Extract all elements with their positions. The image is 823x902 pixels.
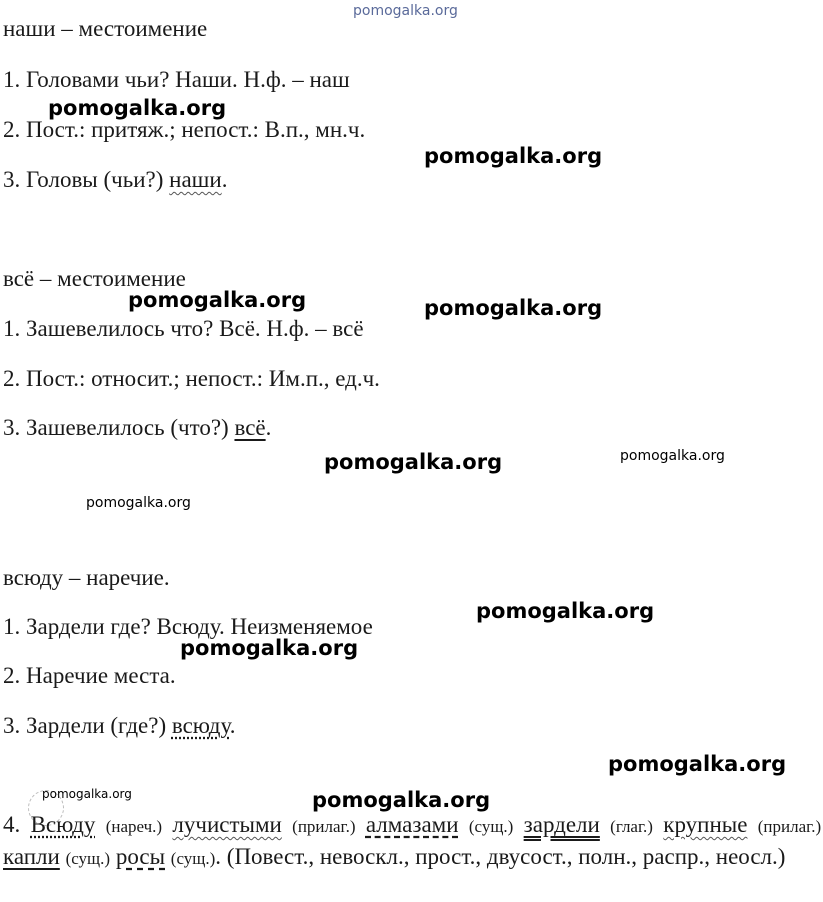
tag-6: (сущ.)	[65, 849, 111, 868]
block2-heading: всё – местоимение	[3, 266, 186, 291]
watermark: pomogalka.org	[424, 296, 603, 320]
block1-line3	[3, 166, 227, 194]
tag-2: (прилаг.)	[292, 817, 356, 836]
watermark: pomogalka.org	[476, 599, 655, 623]
tag-4: (глаг.)	[610, 817, 653, 836]
word-luchistymi: лучистыми	[172, 812, 282, 837]
tag-3: (сущ.)	[468, 817, 514, 836]
block4-tail: . (Повест., невоскл., прост., двусост., полн., распр., неосл.)	[215, 844, 786, 869]
block1-line2: 2. Пост.: притяж.; непост.: В.п., мн.ч.	[3, 117, 366, 142]
word-zardeli: зардели	[523, 812, 600, 837]
tag-1: (нареч.)	[105, 817, 163, 836]
block3-line3	[3, 712, 235, 740]
block1-line3-post: .	[221, 167, 228, 192]
block3-line3-word: всюду	[171, 713, 230, 738]
block2-line2: 2. Пост.: относит.; непост.: Им.п., ед.ч.	[3, 366, 380, 391]
block2-line1: 1. Зашевелилось что? Всё. Н.ф. – всё	[3, 316, 364, 341]
watermark: pomogalka.org	[180, 636, 359, 660]
block2-line3-word: всё	[234, 415, 266, 440]
watermark: pomogalka.org	[42, 787, 132, 801]
watermark: pomogalka.org	[324, 450, 503, 474]
watermark: pomogalka.org	[48, 96, 227, 120]
block3-heading: всюду – наречие.	[3, 565, 170, 590]
block2-line3	[3, 414, 271, 442]
word-rosy: росы	[115, 844, 166, 869]
block4-sentence	[3, 810, 821, 874]
word-almazami: алмазами	[365, 812, 459, 837]
watermark: pomogalka.org	[620, 448, 725, 464]
block1-line3-pre: 3. Головы (чьи?)	[3, 167, 170, 192]
block2-line3-post: .	[265, 415, 272, 440]
word-krupnye: крупные	[663, 812, 748, 837]
block3-line1: 1. Зардели где? Всюду. Неизменяемое	[3, 614, 373, 639]
watermark: pomogalka.org	[424, 144, 603, 168]
watermark: pomogalka.org	[312, 788, 491, 812]
tag-5: (прилаг.)	[757, 817, 822, 836]
watermark: pomogalka.org	[86, 495, 191, 511]
block4-num: 4.	[3, 812, 31, 837]
word-vsyudu: Всюду	[30, 812, 96, 837]
block3-line2: 2. Наречие места.	[3, 663, 176, 688]
block1-line1: 1. Головами чьи? Наши. Н.ф. – наш	[3, 67, 350, 92]
block1-line3-word: наши	[169, 167, 222, 192]
block3-line3-post: .	[229, 713, 236, 738]
word-kapli: капли	[3, 844, 60, 869]
watermark: pomogalka.org	[128, 288, 307, 312]
watermark-top: pomogalka.org	[353, 3, 458, 19]
block2-line3-pre: 3. Зашевелилось (что?)	[3, 415, 235, 440]
block3-line3-pre: 3. Зардели (где?)	[3, 713, 172, 738]
watermark: pomogalka.org	[608, 752, 787, 776]
tag-7: (сущ.)	[170, 849, 216, 868]
block1-heading: наши – местоимение	[3, 16, 208, 41]
